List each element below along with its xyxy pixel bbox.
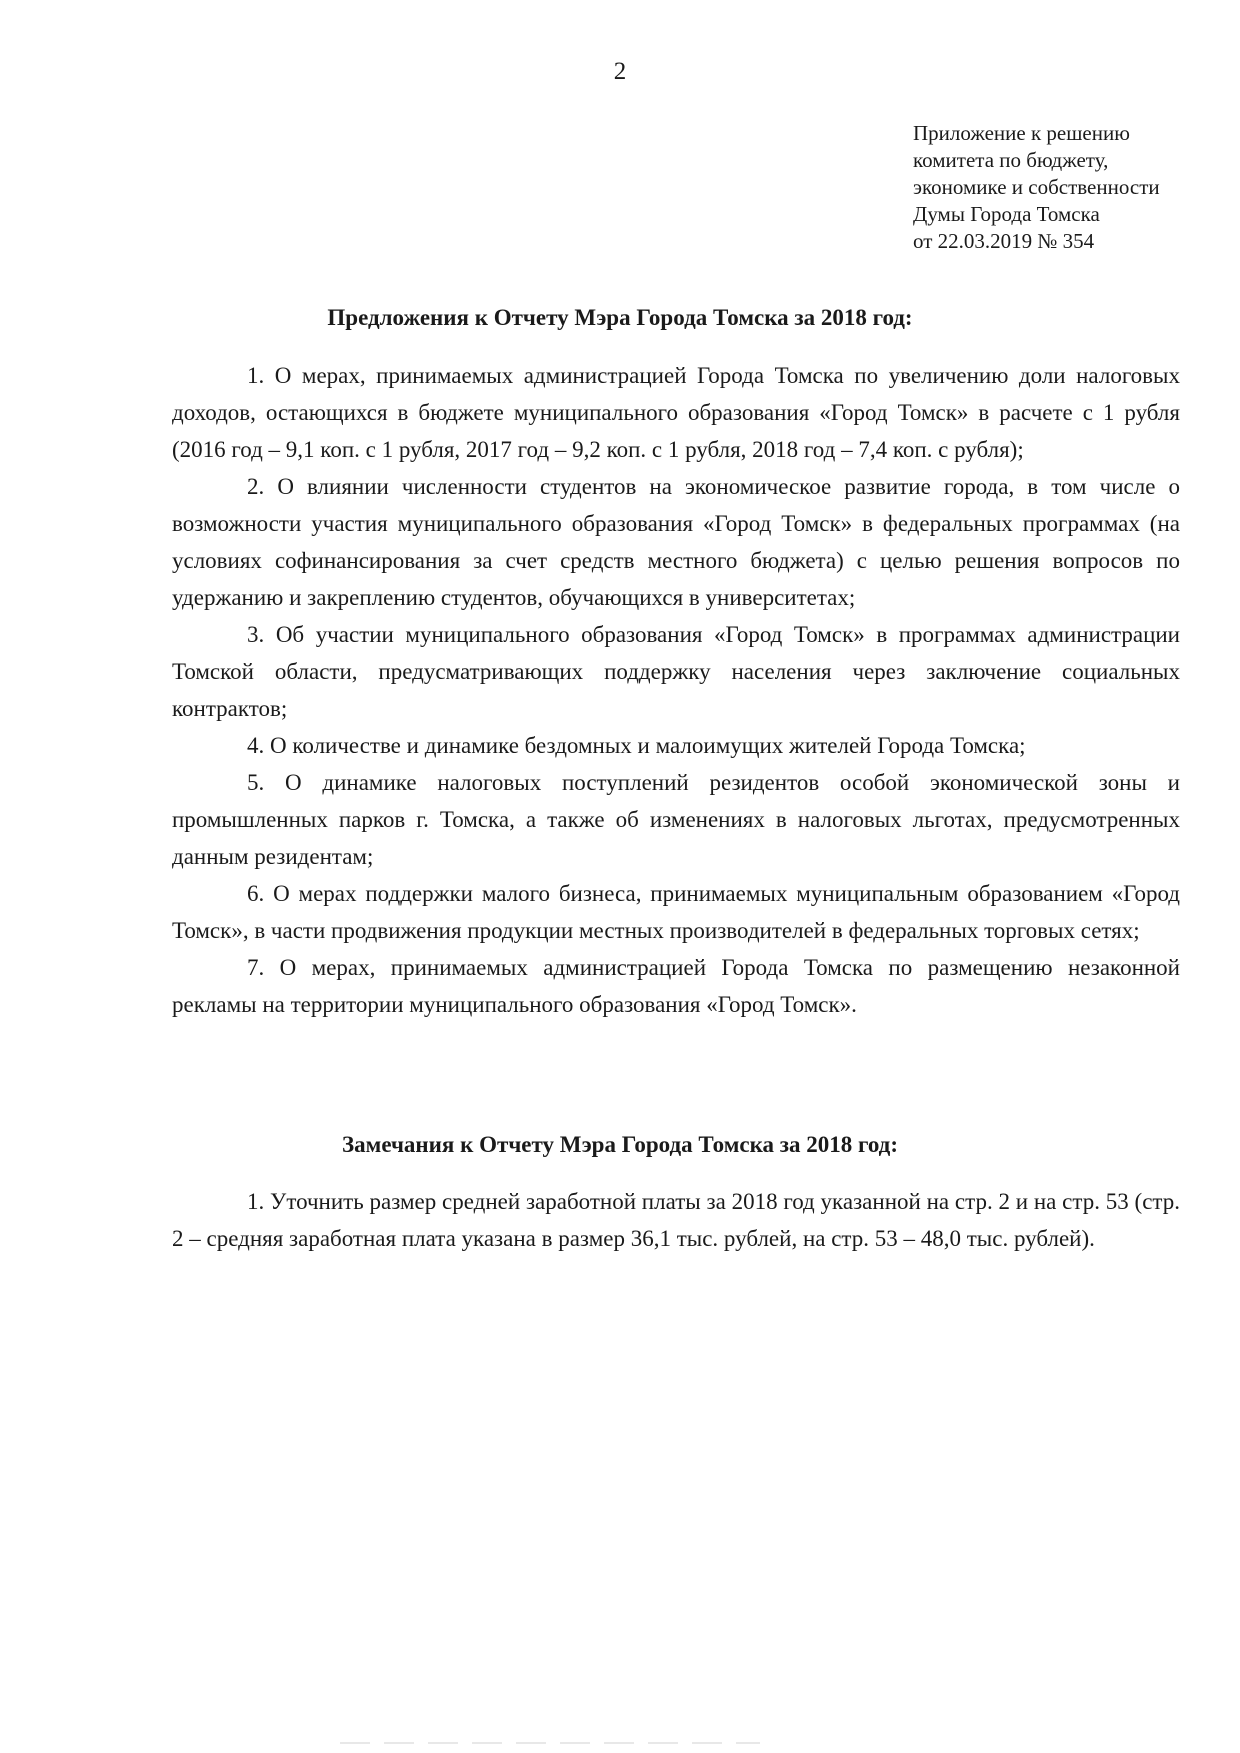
approval-line: комитета по бюджету, (913, 148, 1109, 172)
approval-line: Думы Города Томска (913, 202, 1100, 226)
proposal-item: 5. О динамике налоговых поступлений резидентов особой экономической зоны и промышленных парков г. Томска, а также об изменениях в налоговых льготах, предусмотренных данным резидентам; (172, 770, 1180, 869)
approval-line: экономике и собственности (913, 175, 1160, 199)
proposals-list (172, 357, 1180, 1023)
proposal-item: 7. О мерах, принимаемых администрацией Города Томска по размещению незаконной рекламы на территории муниципального образования «Город Томск». (172, 955, 1180, 1017)
proposal-item: 1. О мерах, принимаемых администрацией Города Томска по увеличению доли налоговых доходов, остающихся в бюджете муниципального образования «Город Томск» в расчете с 1 рубля (2016 год – 9,1 коп. с 1 рубля, 2017 год – 9,2 коп. с 1 рубля, 2018 год – 7,4 коп. с рубля); (172, 363, 1180, 462)
scan-artifact (340, 1742, 760, 1744)
approval-block (913, 120, 1213, 255)
proposals-title: Предложения к Отчету Мэра Города Томска за 2018 год: (327, 305, 913, 330)
remark-item: 1. Уточнить размер средней заработной платы за 2018 год указанной на стр. 2 и на стр. 53 (стр. 2 – средняя заработная плата указана в размер 36,1 тыс. рублей, на стр. 53 – 48,0 тыс. рублей). (172, 1189, 1180, 1251)
remarks-title: Замечания к Отчету Мэра Города Томска за 2018 год: (342, 1132, 898, 1157)
proposal-item: 2. О влиянии численности студентов на экономическое развитие города, в том числе о возможности участия муниципального образования «Город Томск» в федеральных программах (на условиях софинансирования за счет средств местного бюджета) с целью решения вопросов по удержанию и закреплению студентов, обучающихся в университетах; (172, 474, 1180, 610)
approval-line: Приложение к решению (913, 121, 1130, 145)
page-number: 2 (613, 58, 627, 85)
approval-line: от 22.03.2019 № 354 (913, 229, 1095, 253)
remarks-list (172, 1183, 1180, 1257)
proposal-item: 4. О количестве и динамике бездомных и малоимущих жителей Города Томска; (247, 733, 1026, 758)
proposal-item: 3. Об участии муниципального образования «Город Томск» в программах администрации Томской области, предусматривающих поддержку населения через заключение социальных контрактов; (172, 622, 1180, 721)
proposal-item: 6. О мерах поддержки малого бизнеса, принимаемых муниципальным образованием «Город Томск», в части продвижения продукции местных производителей в федеральных торговых сетях; (172, 881, 1180, 943)
